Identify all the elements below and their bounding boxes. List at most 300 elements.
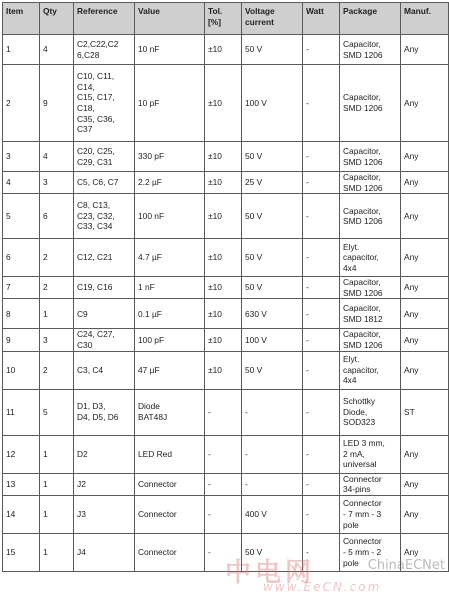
- cell-text: 3: [43, 177, 48, 188]
- cell-text: ±10: [208, 364, 222, 375]
- cell-text: ST: [404, 406, 415, 417]
- cell-qty: [40, 329, 74, 351]
- cell-package: [340, 473, 401, 495]
- cell-text: Any: [404, 308, 419, 319]
- cell-manufacturer: [401, 172, 449, 194]
- cell-package: [340, 142, 401, 172]
- cell-text: ±10: [208, 44, 222, 55]
- cell-reference: [74, 473, 135, 495]
- cell-manufacturer: [401, 533, 449, 571]
- cell-package: [340, 329, 401, 351]
- cell-value: [135, 495, 205, 533]
- cell-text: ±10: [208, 97, 222, 108]
- cell-text: -: [208, 478, 211, 489]
- cell-text: 2: [43, 282, 48, 293]
- cell-watt: [303, 389, 340, 435]
- bom-table: [2, 2, 449, 572]
- cell-text: 4: [43, 151, 48, 162]
- cell-qty: [40, 35, 74, 65]
- header-label: Reference: [77, 6, 118, 16]
- cell-text: -: [208, 508, 211, 519]
- cell-reference: [74, 351, 135, 389]
- cell-text: C20, C25, C29, C31: [77, 145, 115, 167]
- cell-value: [135, 277, 205, 299]
- header-reference: [74, 3, 135, 35]
- cell-text: Capacitor, SMD 1206: [343, 205, 383, 227]
- cell-text: 1 nF: [138, 282, 155, 293]
- cell-text: 47 µF: [138, 364, 160, 375]
- cell-tolerance: [205, 495, 242, 533]
- cell-text: 2.2 µF: [138, 177, 162, 188]
- cell-text: Any: [404, 252, 419, 263]
- cell-text: 50 V: [245, 252, 263, 263]
- table-row: [3, 351, 449, 389]
- cell-qty: [40, 473, 74, 495]
- header-qty: [40, 3, 74, 35]
- cell-text: Connector - 5 mm - 2 pole: [343, 536, 382, 568]
- cell-tolerance: [205, 351, 242, 389]
- cell-reference: [74, 65, 135, 142]
- cell-voltage: [242, 194, 303, 239]
- table-row: [3, 299, 449, 329]
- cell-item: [3, 299, 40, 329]
- cell-text: 4.7 µF: [138, 252, 162, 263]
- cell-tolerance: [205, 389, 242, 435]
- header-label: Watt: [306, 6, 324, 16]
- cell-item: [3, 172, 40, 194]
- cell-text: Connector - 7 mm - 3 pole: [343, 498, 382, 530]
- cell-text: Any: [404, 478, 419, 489]
- header-label: Qty: [43, 6, 57, 16]
- header-row: [3, 3, 449, 35]
- cell-watt: [303, 533, 340, 571]
- cell-text: C2,C22,C2 6,C28: [77, 38, 119, 60]
- cell-tolerance: [205, 65, 242, 142]
- cell-value: [135, 65, 205, 142]
- cell-text: 3: [43, 334, 48, 345]
- cell-watt: [303, 329, 340, 351]
- cell-text: LED Red: [138, 448, 172, 459]
- cell-manufacturer: [401, 435, 449, 473]
- header-label: Voltage current: [245, 6, 275, 27]
- cell-text: 10 pF: [138, 97, 160, 108]
- cell-text: 6: [6, 252, 11, 263]
- cell-text: -: [306, 478, 309, 489]
- cell-text: 50 V: [245, 151, 263, 162]
- cell-manufacturer: [401, 277, 449, 299]
- cell-package: [340, 533, 401, 571]
- cell-value: [135, 435, 205, 473]
- cell-text: D1, D3, D4, D5, D6: [77, 401, 119, 423]
- cell-package: [340, 495, 401, 533]
- cell-voltage: [242, 351, 303, 389]
- cell-manufacturer: [401, 142, 449, 172]
- cell-tolerance: [205, 473, 242, 495]
- cell-value: [135, 239, 205, 277]
- cell-text: -: [306, 508, 309, 519]
- header-label: Manuf.: [404, 6, 431, 16]
- watermark-url: www.EeCN.com: [263, 580, 382, 594]
- cell-text: C19, C16: [77, 282, 113, 293]
- cell-package: [340, 389, 401, 435]
- table-row: [3, 65, 449, 142]
- cell-reference: [74, 435, 135, 473]
- cell-value: [135, 172, 205, 194]
- cell-text: ±10: [208, 282, 222, 293]
- cell-text: 100 pF: [138, 334, 165, 345]
- cell-text: 10 nF: [138, 44, 160, 55]
- cell-voltage: [242, 473, 303, 495]
- cell-text: 12: [6, 448, 16, 459]
- cell-text: -: [306, 308, 309, 319]
- cell-tolerance: [205, 239, 242, 277]
- cell-manufacturer: [401, 351, 449, 389]
- cell-text: -: [208, 546, 211, 557]
- table-row: [3, 473, 449, 495]
- cell-watt: [303, 351, 340, 389]
- cell-text: J2: [77, 478, 86, 489]
- cell-item: [3, 533, 40, 571]
- cell-manufacturer: [401, 495, 449, 533]
- cell-reference: [74, 239, 135, 277]
- table-row: [3, 435, 449, 473]
- cell-package: [340, 239, 401, 277]
- cell-reference: [74, 299, 135, 329]
- cell-text: Capacitor, SMD 1206: [343, 277, 383, 298]
- cell-qty: [40, 239, 74, 277]
- cell-text: 630 V: [245, 308, 267, 319]
- cell-value: [135, 351, 205, 389]
- cell-item: [3, 239, 40, 277]
- table-row: [3, 389, 449, 435]
- cell-manufacturer: [401, 239, 449, 277]
- cell-text: 9: [43, 97, 48, 108]
- table-row: [3, 277, 449, 299]
- cell-text: -: [306, 97, 309, 108]
- cell-manufacturer: [401, 65, 449, 142]
- table-header: [3, 3, 449, 35]
- cell-watt: [303, 299, 340, 329]
- cell-tolerance: [205, 533, 242, 571]
- cell-tolerance: [205, 35, 242, 65]
- cell-tolerance: [205, 142, 242, 172]
- cell-text: 1: [43, 478, 48, 489]
- header-watt: [303, 3, 340, 35]
- cell-reference: [74, 329, 135, 351]
- cell-text: 4: [6, 177, 11, 188]
- header-label: Item: [6, 6, 24, 16]
- watermark-cn-text: 中电网: [225, 558, 316, 588]
- cell-text: ±10: [208, 308, 222, 319]
- cell-text: 100 V: [245, 334, 267, 345]
- cell-text: 11: [6, 406, 15, 417]
- cell-qty: [40, 435, 74, 473]
- cell-watt: [303, 142, 340, 172]
- cell-value: [135, 389, 205, 435]
- cell-text: 14: [6, 508, 16, 519]
- cell-text: LED 3 mm, 2 mA, universal: [343, 438, 385, 470]
- cell-text: -: [306, 210, 309, 221]
- cell-text: Connector 34-pins: [343, 473, 382, 495]
- cell-text: -: [245, 478, 248, 489]
- cell-text: 3: [6, 151, 11, 162]
- cell-text: J4: [77, 546, 86, 557]
- cell-item: [3, 35, 40, 65]
- cell-text: 9: [6, 334, 11, 345]
- cell-text: -: [306, 177, 309, 188]
- watermark-brand: ChinaECNet: [367, 558, 445, 573]
- cell-item: [3, 65, 40, 142]
- cell-text: C10, C11, C14, C15, C17, C18, C35, C36, C37: [77, 71, 115, 135]
- cell-tolerance: [205, 172, 242, 194]
- table-row: [3, 142, 449, 172]
- cell-text: ±10: [208, 334, 222, 345]
- table-row: [3, 194, 449, 239]
- cell-package: [340, 194, 401, 239]
- cell-qty: [40, 65, 74, 142]
- cell-qty: [40, 495, 74, 533]
- cell-reference: [74, 35, 135, 65]
- cell-watt: [303, 473, 340, 495]
- table-body: [3, 35, 449, 572]
- cell-text: 50 V: [245, 364, 263, 375]
- cell-text: 6: [43, 210, 48, 221]
- cell-text: -: [245, 406, 248, 417]
- cell-reference: [74, 533, 135, 571]
- cell-text: Any: [404, 44, 419, 55]
- cell-item: [3, 389, 40, 435]
- cell-text: C5, C6, C7: [77, 177, 119, 188]
- header-item: [3, 3, 40, 35]
- cell-watt: [303, 239, 340, 277]
- cell-qty: [40, 277, 74, 299]
- cell-voltage: [242, 65, 303, 142]
- cell-text: 100 V: [245, 97, 267, 108]
- cell-voltage: [242, 172, 303, 194]
- cell-text: Elyt. capacitor, 4x4: [343, 354, 379, 386]
- cell-text: ±10: [208, 151, 222, 162]
- table-row: [3, 329, 449, 351]
- cell-text: 13: [6, 478, 16, 489]
- cell-text: Any: [404, 508, 419, 519]
- cell-tolerance: [205, 329, 242, 351]
- cell-reference: [74, 495, 135, 533]
- cell-reference: [74, 194, 135, 239]
- cell-manufacturer: [401, 299, 449, 329]
- cell-voltage: [242, 35, 303, 65]
- cell-text: Capacitor, SMD 1206: [343, 92, 383, 113]
- header-value: [135, 3, 205, 35]
- cell-text: -: [306, 406, 309, 417]
- cell-qty: [40, 533, 74, 571]
- cell-text: -: [306, 448, 309, 459]
- cell-text: 50 V: [245, 546, 263, 557]
- header-tolerance: [205, 3, 242, 35]
- cell-package: [340, 435, 401, 473]
- cell-qty: [40, 142, 74, 172]
- cell-text: -: [306, 282, 309, 293]
- cell-voltage: [242, 533, 303, 571]
- cell-text: 7: [6, 282, 11, 293]
- cell-item: [3, 473, 40, 495]
- cell-text: Capacitor, SMD 1206: [343, 172, 383, 193]
- cell-voltage: [242, 389, 303, 435]
- cell-tolerance: [205, 299, 242, 329]
- cell-text: Schottky Diode, SOD323: [343, 396, 376, 428]
- cell-voltage: [242, 239, 303, 277]
- cell-manufacturer: [401, 194, 449, 239]
- cell-item: [3, 329, 40, 351]
- cell-text: Connector: [138, 508, 177, 519]
- cell-text: Any: [404, 210, 419, 221]
- cell-qty: [40, 351, 74, 389]
- cell-package: [340, 172, 401, 194]
- cell-text: 0.1 µF: [138, 308, 162, 319]
- cell-value: [135, 533, 205, 571]
- cell-text: ±10: [208, 210, 222, 221]
- cell-voltage: [242, 142, 303, 172]
- cell-text: 50 V: [245, 44, 263, 55]
- cell-text: C24, C27, C30: [77, 329, 115, 350]
- table-row: [3, 239, 449, 277]
- cell-watt: [303, 35, 340, 65]
- cell-voltage: [242, 329, 303, 351]
- cell-text: 1: [43, 508, 48, 519]
- cell-watt: [303, 495, 340, 533]
- table-row: [3, 495, 449, 533]
- cell-text: Elyt. capacitor, 4x4: [343, 241, 379, 273]
- cell-text: Capacitor, SMD 1812: [343, 303, 383, 324]
- cell-voltage: [242, 435, 303, 473]
- cell-item: [3, 277, 40, 299]
- cell-voltage: [242, 299, 303, 329]
- cell-text: -: [306, 546, 309, 557]
- cell-text: 2: [6, 97, 11, 108]
- header-manufacturer: [401, 3, 449, 35]
- cell-text: -: [245, 448, 248, 459]
- cell-text: C12, C21: [77, 252, 113, 263]
- cell-manufacturer: [401, 389, 449, 435]
- table-row: [3, 35, 449, 65]
- cell-text: Any: [404, 334, 419, 345]
- cell-package: [340, 35, 401, 65]
- header-label: Value: [138, 6, 160, 16]
- header-label: Tol. [%]: [208, 6, 223, 27]
- cell-tolerance: [205, 194, 242, 239]
- cell-text: -: [306, 252, 309, 263]
- cell-item: [3, 194, 40, 239]
- cell-reference: [74, 277, 135, 299]
- cell-voltage: [242, 277, 303, 299]
- cell-text: 330 pF: [138, 151, 165, 162]
- cell-text: Connector: [138, 546, 177, 557]
- cell-text: -: [306, 44, 309, 55]
- cell-text: 25 V: [245, 177, 263, 188]
- cell-text: 400 V: [245, 508, 267, 519]
- cell-watt: [303, 277, 340, 299]
- cell-item: [3, 351, 40, 389]
- cell-package: [340, 65, 401, 142]
- header-label: Package: [343, 6, 377, 16]
- cell-text: -: [306, 364, 309, 375]
- cell-text: 4: [43, 44, 48, 55]
- cell-text: -: [306, 151, 309, 162]
- cell-text: 50 V: [245, 282, 263, 293]
- cell-tolerance: [205, 277, 242, 299]
- cell-text: 15: [6, 546, 16, 557]
- cell-qty: [40, 389, 74, 435]
- cell-item: [3, 142, 40, 172]
- cell-watt: [303, 194, 340, 239]
- cell-qty: [40, 194, 74, 239]
- header-voltage: [242, 3, 303, 35]
- cell-watt: [303, 65, 340, 142]
- cell-text: 2: [43, 252, 48, 263]
- cell-value: [135, 299, 205, 329]
- cell-reference: [74, 142, 135, 172]
- cell-text: 1: [6, 44, 11, 55]
- cell-value: [135, 329, 205, 351]
- cell-qty: [40, 172, 74, 194]
- cell-text: -: [208, 406, 211, 417]
- cell-text: 8: [6, 308, 11, 319]
- cell-text: C8, C13, C23, C32, C33, C34: [77, 200, 115, 232]
- cell-text: Diode BAT48J: [138, 401, 168, 423]
- cell-package: [340, 299, 401, 329]
- cell-text: Any: [404, 151, 419, 162]
- cell-text: Connector: [138, 478, 177, 489]
- cell-text: 10: [6, 364, 16, 375]
- cell-text: -: [208, 448, 211, 459]
- header-package: [340, 3, 401, 35]
- cell-value: [135, 142, 205, 172]
- cell-package: [340, 351, 401, 389]
- cell-text: ±10: [208, 177, 222, 188]
- table-row: [3, 533, 449, 571]
- cell-qty: [40, 299, 74, 329]
- cell-text: 5: [43, 406, 48, 417]
- cell-text: 2: [43, 364, 48, 375]
- cell-text: Any: [404, 448, 419, 459]
- cell-text: J3: [77, 508, 86, 519]
- cell-text: Any: [404, 282, 419, 293]
- cell-reference: [74, 172, 135, 194]
- cell-package: [340, 277, 401, 299]
- cell-text: Capacitor, SMD 1206: [343, 38, 383, 60]
- cell-tolerance: [205, 435, 242, 473]
- cell-manufacturer: [401, 473, 449, 495]
- cell-manufacturer: [401, 35, 449, 65]
- cell-item: [3, 495, 40, 533]
- cell-watt: [303, 435, 340, 473]
- cell-watt: [303, 172, 340, 194]
- cell-value: [135, 194, 205, 239]
- cell-text: Capacitor, SMD 1206: [343, 145, 383, 167]
- cell-text: 1: [43, 448, 48, 459]
- cell-text: 1: [43, 546, 48, 557]
- cell-text: 100 nF: [138, 210, 165, 221]
- cell-text: Any: [404, 177, 419, 188]
- cell-value: [135, 35, 205, 65]
- cell-text: Any: [404, 97, 419, 108]
- cell-text: 1: [43, 308, 48, 319]
- cell-text: 5: [6, 210, 11, 221]
- cell-text: -: [306, 334, 309, 345]
- cell-text: D2: [77, 448, 88, 459]
- cell-voltage: [242, 495, 303, 533]
- cell-text: ±10: [208, 252, 222, 263]
- cell-text: C9: [77, 308, 88, 319]
